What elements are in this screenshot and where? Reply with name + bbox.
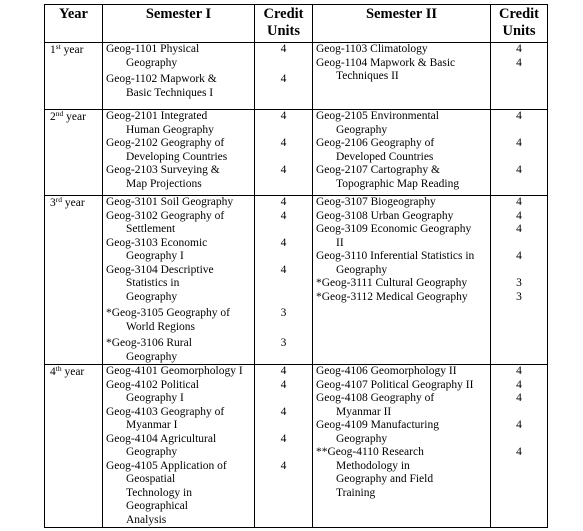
course-entry [316,392,489,419]
semester-1-courses-cell [103,43,255,110]
course-credit-units [491,137,547,164]
semester-1-courses-cell [103,365,255,528]
course-entry [106,264,253,305]
curriculum-table [44,4,548,528]
course-entry [106,460,253,528]
course-credit-units [255,307,312,334]
credit-value: 4 [280,459,287,472]
course-title-continuation: Geographical [126,500,188,512]
course-title: **Geog-4110 Research [316,446,424,458]
course-entry [316,419,489,446]
course-entry [316,164,489,191]
credit-value: 4 [516,110,522,122]
credit-value: 4 [516,43,522,55]
course-title: Geog-4103 Geography of [106,405,225,418]
course-credit-units [255,73,312,100]
course-credit-units [491,223,547,250]
credit-value: 4 [516,56,522,69]
year-cell [45,43,103,110]
credit-value: 4 [516,250,522,262]
course-entry [316,137,489,164]
course-credit-units [255,365,312,379]
credit-units-1-line1: Credit [263,6,304,22]
course-title: Geog-3103 Economic [106,236,208,249]
course-credit-units [491,446,547,500]
course-title: Geog-2101 Integrated [106,110,208,122]
credit-value: 4 [516,378,522,391]
year-header-text: Year [59,6,88,22]
semester-1-credits-cell [255,43,313,110]
year-ordinal-suffix: st [55,42,61,51]
course-credit-units [255,379,312,406]
course-title-continuation: Training [336,486,376,499]
course-title: Geog-3101 Soil Geography [106,196,234,208]
course-credit-units [255,196,312,210]
credit-value: 4 [280,43,287,55]
course-title: Geog-4101 Geomorphology I [106,365,243,377]
header-row [45,5,548,43]
course-title-continuation: Geography [126,350,178,363]
semester-2-credits-cell [491,196,548,365]
course-title: Geog-4106 Geomorphology II [316,365,457,377]
course-entry [106,73,253,100]
course-credit-units [491,196,547,210]
course-credit-units [255,406,312,433]
credit-value: 4 [280,432,287,445]
course-credit-units [491,250,547,277]
course-credit-units [491,57,547,84]
course-entry [316,57,489,84]
semester-2-credits-cell [491,43,548,110]
course-entry [106,164,253,191]
credit-value: 4 [280,365,287,377]
course-title: Geog-3102 Geography of [106,209,225,222]
course-entry [106,337,253,364]
course-entry [316,110,489,137]
course-title-continuation: Developing Countries [126,150,228,163]
credit-value: 4 [280,236,287,249]
course-credit-units [491,365,547,379]
course-entry [316,365,489,379]
course-title: Geog-2102 Geography of [106,137,225,149]
course-entry [106,365,253,379]
course-title: *Geog-3106 Rural [106,337,192,349]
course-credit-units [491,379,547,393]
course-title: Geog-1103 Climatology [316,43,428,55]
course-title-continuation: Settlement [126,223,176,235]
year-row [45,196,548,365]
course-title-continuation: Methodology in [336,459,410,472]
course-title-continuation: Geography and Field [336,473,434,485]
semester-1-credits-cell [255,365,313,528]
credit-value: 3 [280,337,287,349]
course-credit-units [255,237,312,264]
year-header [45,5,103,43]
course-title: Geog-3107 Biogeography [316,196,436,208]
course-credit-units [491,392,547,419]
course-credit-units [491,164,547,191]
course-title-continuation: Techniques II [336,70,399,82]
course-entry [316,277,489,291]
course-entry [316,250,489,277]
course-credit-units [491,110,547,137]
year-number: 3 [50,197,56,209]
course-entry [316,291,489,305]
course-title-continuation: Geography I [126,392,184,404]
course-title: Geog-4104 Agricultural [106,432,217,445]
semester-2-courses-cell [313,196,491,365]
semester-2-courses-cell [313,365,491,528]
course-title-continuation: Statistics in [126,277,180,289]
credit-value: 4 [280,137,287,149]
course-title: Geog-2103 Surveying & [106,164,220,176]
semester-1-header-text: Semester I [145,6,212,22]
course-title-continuation: Geography I [126,250,184,262]
course-entry [106,110,253,137]
course-title-continuation: Myanmar I [126,419,178,431]
credit-value: 3 [516,290,522,303]
course-title: Geog-1104 Mapwork & Basic [316,56,456,69]
year-cell [45,365,103,528]
credit-units-2-header [491,5,548,43]
course-title-continuation: Topographic Map Reading [336,177,460,190]
semester-2-credits-cell [491,365,548,528]
course-credit-units [491,419,547,446]
course-entry [106,433,253,460]
credit-value: 4 [516,137,522,149]
course-title-continuation: Analysis [126,513,167,526]
credit-units-2-line1: Credit [498,6,539,22]
course-title-continuation: Geography [336,432,388,445]
course-entry [106,307,253,334]
course-title: Geog-2105 Environmental [316,110,439,122]
course-credit-units [491,43,547,57]
course-title-continuation: World Regions [126,320,196,333]
semester-1-courses-cell [103,110,255,196]
year-ordinal-suffix: rd [55,195,62,204]
semester-1-credits-cell [255,110,313,196]
credit-value: 4 [280,73,287,85]
semester-2-header-text: Semester II [365,6,437,22]
course-title: Geog-4108 Geography of [316,392,435,404]
course-entry [106,196,253,210]
course-title: *Geog-3105 Geography of [106,307,230,319]
course-entry [106,406,253,433]
course-entry [106,137,253,164]
course-title-continuation: Technology in [126,486,192,499]
year-word: year [60,44,84,56]
semester-2-header [313,5,491,43]
course-credit-units [255,137,312,164]
course-title-continuation: Map Projections [126,177,202,190]
credit-value: 4 [280,196,287,208]
semester-1-header [103,5,255,43]
semester-2-courses-cell [313,43,491,110]
course-entry [316,43,489,57]
credit-value: 4 [516,223,522,235]
course-entry [316,223,489,250]
year-row [45,365,548,528]
course-title-continuation: Developed Countries [336,150,434,163]
course-title-continuation: Geography [336,263,388,276]
credit-value: 4 [516,446,522,458]
credit-value: 4 [516,392,522,404]
course-entry [316,210,489,224]
course-title: Geog-3104 Descriptive [106,263,214,276]
course-title: Geog-3109 Economic Geography [316,223,472,235]
course-credit-units [255,337,312,364]
year-ordinal-suffix: th [55,364,62,373]
credit-value: 3 [280,307,287,319]
course-title-continuation: Myanmar II [336,405,392,418]
credit-value: 4 [280,164,287,176]
course-credit-units [491,291,547,305]
year-word: year [63,111,86,123]
course-title: Geog-3110 Inferential Statistics in [316,250,475,262]
course-credit-units [255,210,312,237]
course-entry [316,379,489,393]
course-credit-units [255,164,312,191]
course-title-continuation: Geography [126,56,178,69]
year-word: year [62,197,85,209]
semester-1-credits-cell [255,196,313,365]
credit-value: 4 [280,110,287,122]
credit-units-1-header [255,5,313,43]
course-title-continuation: Geography [126,290,178,303]
semester-1-courses-cell [103,196,255,365]
credit-units-1-line2: Units [266,23,301,39]
course-title-continuation: II [336,236,344,249]
credit-value: 4 [280,263,287,276]
course-title: Geog-4109 Manufacturing [316,419,439,431]
curriculum-table-wrapper [44,4,547,526]
course-title: Geog-1102 Mapwork & [106,73,217,85]
course-entry [316,196,489,210]
year-ordinal-suffix: nd [55,109,64,118]
semester-2-credits-cell [491,110,548,196]
course-title: Geog-3108 Urban Geography [316,209,454,222]
credit-value: 4 [280,378,287,391]
course-title: Geog-2106 Geography of [316,137,435,149]
course-credit-units [491,210,547,224]
course-credit-units [255,43,312,70]
course-credit-units [255,433,312,460]
year-number: 4 [50,366,56,378]
course-entry [316,446,489,500]
course-title: Geog-2107 Cartography & [316,164,440,176]
year-cell [45,110,103,196]
credit-units-2-line2: Units [502,23,536,39]
course-credit-units [255,110,312,137]
course-entry [106,43,253,70]
credit-value: 4 [516,209,522,222]
course-title-continuation: Geography [336,123,388,136]
year-cell [45,196,103,365]
year-row [45,43,548,110]
course-title-continuation: Human Geography [126,123,214,136]
course-credit-units [255,460,312,528]
credit-value: 3 [516,277,522,289]
course-title-continuation: Geography [126,446,178,458]
course-title: Geog-4107 Political Geography II [316,378,474,391]
course-credit-units [491,277,547,291]
year-word: year [61,366,85,378]
course-title: *Geog-3111 Cultural Geography [316,277,468,289]
credit-value: 4 [516,164,522,176]
course-entry [106,237,253,264]
course-entry [106,210,253,237]
credit-value: 4 [516,419,522,431]
course-title-continuation: Geospatial [126,473,176,485]
course-title: Geog-4102 Political [106,378,199,391]
credit-value: 4 [516,365,522,377]
year-row [45,110,548,196]
credit-value: 4 [280,405,287,418]
course-title-continuation: Basic Techniques I [126,86,214,99]
course-entry [106,379,253,406]
course-title: Geog-1101 Physical [106,43,200,55]
year-number: 1 [50,44,56,56]
course-title: Geog-4105 Application of [106,459,227,472]
course-credit-units [255,264,312,305]
credit-value: 4 [516,196,522,208]
course-title: *Geog-3112 Medical Geography [316,290,468,303]
year-number: 2 [50,111,56,123]
semester-2-courses-cell [313,110,491,196]
credit-value: 4 [280,209,287,222]
